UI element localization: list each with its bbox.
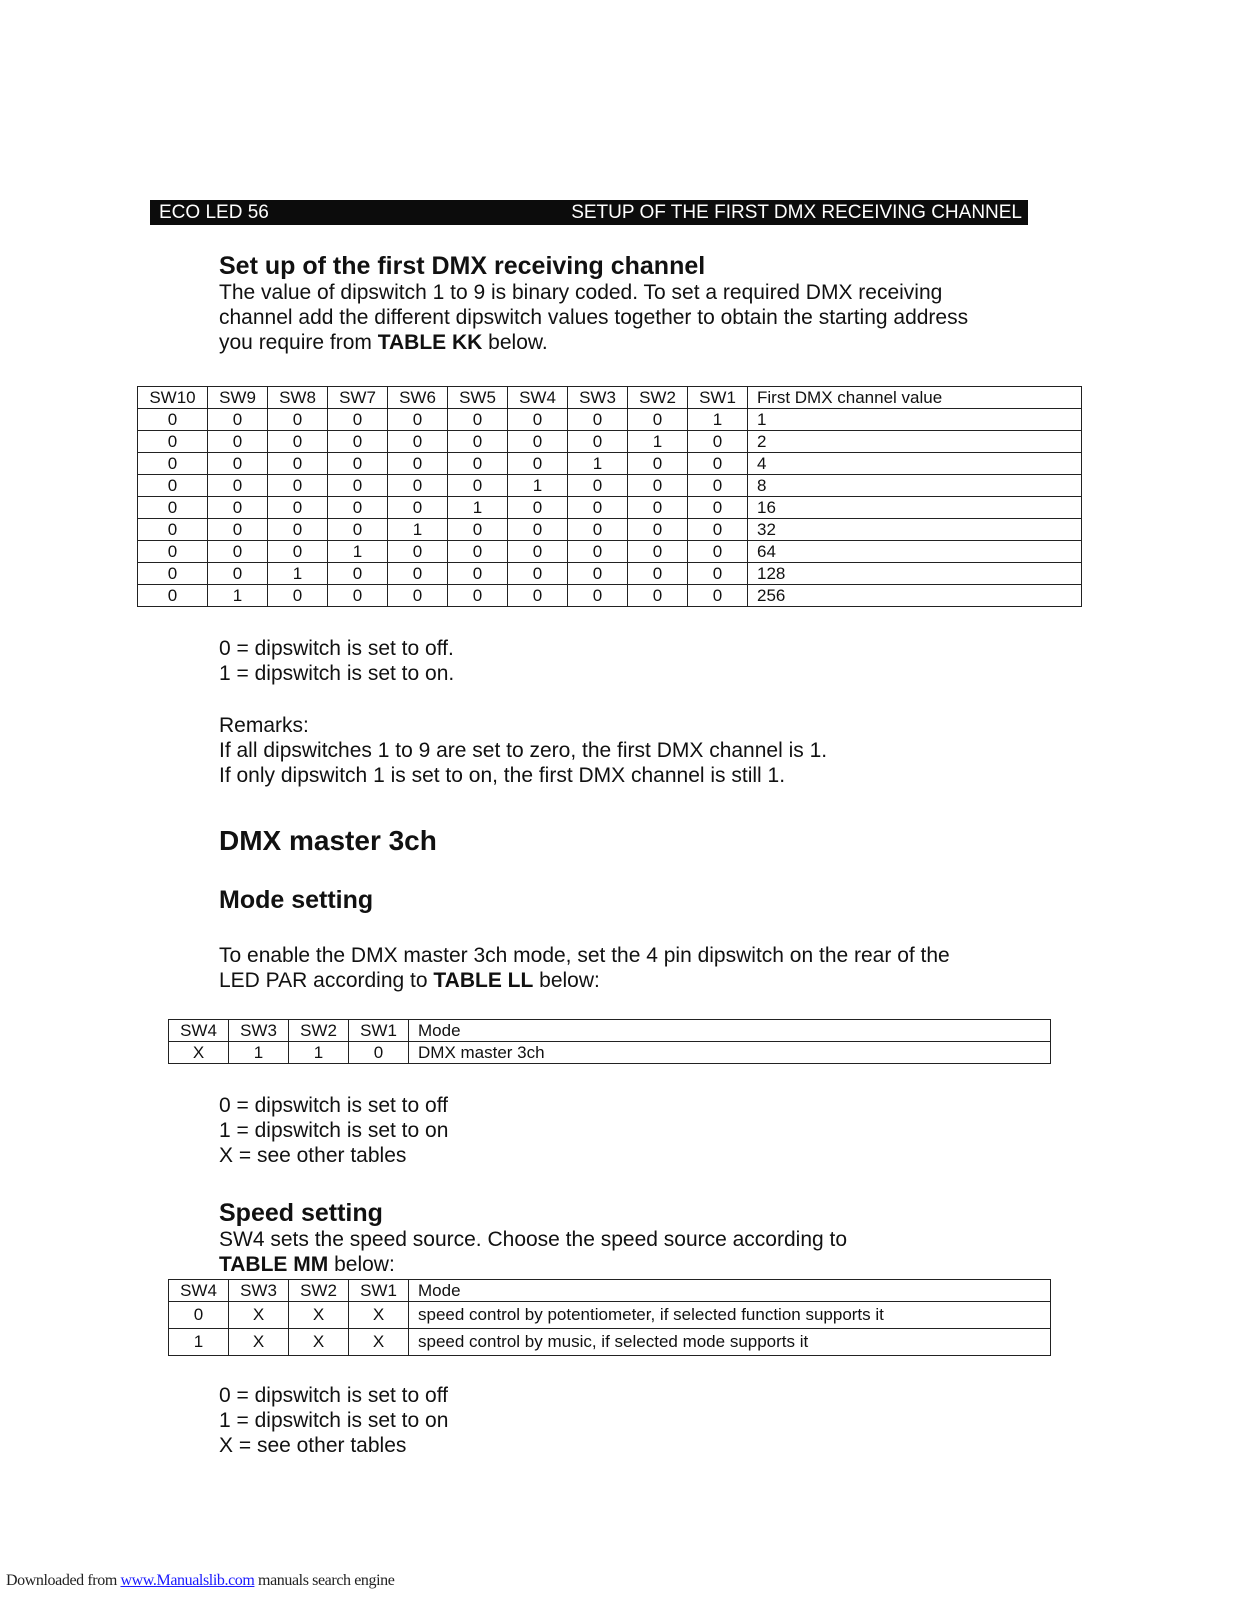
legend-off: 0 = dipswitch is set to off <box>219 1094 448 1117</box>
table-cell: 0 <box>508 409 568 431</box>
table-cell: 0 <box>508 497 568 519</box>
column-header: SW3 <box>568 387 628 409</box>
table-cell: 0 <box>508 585 568 607</box>
column-header: SW2 <box>289 1280 349 1302</box>
column-header: SW5 <box>448 387 508 409</box>
table-cell: 16 <box>748 497 1082 519</box>
table-cell: 0 <box>388 541 448 563</box>
column-header: SW1 <box>349 1020 409 1042</box>
table-cell: 0 <box>138 519 208 541</box>
table-cell: 1 <box>169 1329 229 1356</box>
table-cell: 0 <box>508 431 568 453</box>
table-cell: 1 <box>568 453 628 475</box>
table-cell: 1 <box>748 409 1082 431</box>
legend-off: 0 = dipswitch is set to off. <box>219 637 454 660</box>
table-mm-reference: TABLE MM <box>219 1253 329 1276</box>
table-cell: 0 <box>328 519 388 541</box>
column-header: SW2 <box>289 1020 349 1042</box>
table-row <box>138 409 1082 431</box>
table-kk <box>137 386 1082 607</box>
column-header: SW9 <box>208 387 268 409</box>
table-cell: 1 <box>448 497 508 519</box>
column-header: Mode <box>409 1280 1051 1302</box>
table-cell: speed control by potentiometer, if selected function supports it <box>409 1302 1051 1329</box>
table-row <box>138 475 1082 497</box>
table-cell: 0 <box>169 1302 229 1329</box>
subsection-title: Speed setting <box>219 1199 383 1227</box>
table-row <box>138 541 1082 563</box>
table-cell: 0 <box>268 409 328 431</box>
mode-text-line-2: LED PAR according to TABLE LL below: <box>219 969 600 992</box>
table-row <box>138 497 1082 519</box>
table-header-row <box>138 387 1082 409</box>
intro-line-1: The value of dipswitch 1 to 9 is binary coded. To set a required DMX receiving <box>219 281 943 304</box>
table-cell: 0 <box>328 453 388 475</box>
table-cell: 0 <box>208 409 268 431</box>
table-cell: 256 <box>748 585 1082 607</box>
table-cell: 0 <box>138 497 208 519</box>
table-cell: 0 <box>138 409 208 431</box>
table-cell: X <box>229 1302 289 1329</box>
table-cell: 0 <box>208 431 268 453</box>
table-cell: 0 <box>628 497 688 519</box>
table-cell: 0 <box>388 475 448 497</box>
column-header: SW3 <box>229 1280 289 1302</box>
table-header-row <box>169 1280 1051 1302</box>
manualslib-link[interactable]: www.Manualslib.com <box>120 1572 255 1589</box>
table-cell: 0 <box>328 563 388 585</box>
table-cell: X <box>289 1329 349 1356</box>
column-header: SW3 <box>229 1020 289 1042</box>
table-cell: 0 <box>138 563 208 585</box>
remarks-line-2: If only dipswitch 1 is set to on, the first DMX channel is still 1. <box>219 764 786 787</box>
legend-x: X = see other tables <box>219 1434 407 1457</box>
table-cell: 0 <box>688 497 748 519</box>
column-header: SW1 <box>688 387 748 409</box>
table-cell: 0 <box>208 453 268 475</box>
speed-text-line-2: TABLE MM below: <box>219 1253 395 1276</box>
table-kk-reference: TABLE KK <box>377 331 483 354</box>
legend-on: 1 = dipswitch is set to on <box>219 1409 449 1432</box>
table-cell: 0 <box>268 475 328 497</box>
table-cell: 64 <box>748 541 1082 563</box>
table-ll <box>168 1019 1051 1064</box>
table-row <box>138 431 1082 453</box>
legend-off: 0 = dipswitch is set to off <box>219 1384 448 1407</box>
table-cell: 0 <box>568 585 628 607</box>
table-cell: 0 <box>448 453 508 475</box>
table-cell: 0 <box>448 409 508 431</box>
table-cell: 0 <box>328 497 388 519</box>
intro-line-2: channel add the different dipswitch values together to obtain the starting address <box>219 306 969 329</box>
table-cell: 0 <box>388 453 448 475</box>
table-cell: 1 <box>508 475 568 497</box>
table-cell: 0 <box>208 541 268 563</box>
header-product-name: ECO LED 56 <box>159 201 269 223</box>
table-cell: 0 <box>268 519 328 541</box>
table-cell: 0 <box>328 409 388 431</box>
table-cell: 0 <box>268 497 328 519</box>
mode-setting-text <box>219 943 950 993</box>
remarks-title: Remarks: <box>219 714 309 737</box>
column-header: SW7 <box>328 387 388 409</box>
column-header: SW4 <box>169 1280 229 1302</box>
intro-line-3: you require from TABLE KK below. <box>219 331 548 354</box>
table-cell: 1 <box>688 409 748 431</box>
table-header-row <box>169 1020 1051 1042</box>
table-cell: 0 <box>208 563 268 585</box>
column-header: First DMX channel value <box>748 387 1082 409</box>
column-header: SW1 <box>349 1280 409 1302</box>
table-row <box>169 1302 1051 1329</box>
table-cell: 1 <box>289 1042 349 1064</box>
table-cell: 0 <box>268 453 328 475</box>
table-cell: 0 <box>688 453 748 475</box>
section-title: DMX master 3ch <box>219 825 437 856</box>
table-cell: 0 <box>688 563 748 585</box>
table-cell: 0 <box>568 519 628 541</box>
table-cell: 0 <box>508 563 568 585</box>
table-cell: 0 <box>628 409 688 431</box>
table-mm <box>168 1279 1051 1356</box>
speed-text-line-1: SW4 sets the speed source. Choose the speed source according to <box>219 1228 848 1251</box>
dipswitch-legend-2 <box>219 1093 448 1168</box>
table-cell: speed control by music, if selected mode supports it <box>409 1329 1051 1356</box>
table-cell: 0 <box>208 519 268 541</box>
table-cell: 0 <box>349 1042 409 1064</box>
table-cell: 0 <box>508 541 568 563</box>
column-header: SW10 <box>138 387 208 409</box>
table-cell: 0 <box>628 541 688 563</box>
column-header: SW4 <box>169 1020 229 1042</box>
download-footer: Downloaded from www.Manualslib.com manuals search engine <box>6 1572 395 1589</box>
table-row <box>138 563 1082 585</box>
table-cell: X <box>229 1329 289 1356</box>
table-row <box>169 1329 1051 1356</box>
table-cell: 0 <box>328 475 388 497</box>
section-title: Set up of the first DMX receiving channel <box>219 252 706 280</box>
table-row <box>138 519 1082 541</box>
table-cell: 4 <box>748 453 1082 475</box>
table-cell: X <box>289 1302 349 1329</box>
table-cell: 0 <box>268 431 328 453</box>
table-cell: 0 <box>568 497 628 519</box>
table-cell: 0 <box>688 519 748 541</box>
table-ll-reference: TABLE LL <box>433 969 534 992</box>
table-cell: X <box>349 1302 409 1329</box>
mode-setting-block <box>219 886 373 914</box>
table-cell: 0 <box>138 475 208 497</box>
table-cell: 0 <box>508 519 568 541</box>
table-cell: 0 <box>568 541 628 563</box>
table-cell: 128 <box>748 563 1082 585</box>
table-cell: 0 <box>688 475 748 497</box>
page-header-bar <box>150 200 1028 225</box>
dipswitch-legend-3 <box>219 1383 448 1458</box>
table-cell: 0 <box>388 497 448 519</box>
table-cell: 1 <box>268 563 328 585</box>
table-cell: 0 <box>568 563 628 585</box>
table-cell: 2 <box>748 431 1082 453</box>
table-cell: 0 <box>138 585 208 607</box>
table-cell: 0 <box>448 541 508 563</box>
table-cell: 0 <box>268 541 328 563</box>
table-cell: DMX master 3ch <box>409 1042 1051 1064</box>
table-cell: 0 <box>568 475 628 497</box>
table-cell: 0 <box>388 585 448 607</box>
section-dmx-master <box>219 825 437 857</box>
table-cell: 0 <box>388 409 448 431</box>
table-cell: 0 <box>208 475 268 497</box>
table-cell: 1 <box>229 1042 289 1064</box>
column-header: SW4 <box>508 387 568 409</box>
table-cell: 0 <box>138 431 208 453</box>
dipswitch-legend <box>219 636 454 686</box>
table-cell: 0 <box>688 431 748 453</box>
table-cell: 32 <box>748 519 1082 541</box>
table-cell: 8 <box>748 475 1082 497</box>
table-cell: 1 <box>628 431 688 453</box>
column-header: SW8 <box>268 387 328 409</box>
legend-on: 1 = dipswitch is set to on. <box>219 662 455 685</box>
table-cell: X <box>169 1042 229 1064</box>
table-cell: 0 <box>628 475 688 497</box>
table-cell: 0 <box>688 541 748 563</box>
mode-text-line-1: To enable the DMX master 3ch mode, set the 4 pin dipswitch on the rear of the <box>219 944 950 967</box>
table-cell: 0 <box>628 585 688 607</box>
table-cell: 1 <box>328 541 388 563</box>
speed-setting-block <box>219 1199 847 1277</box>
table-cell: 0 <box>448 475 508 497</box>
table-cell: 0 <box>628 519 688 541</box>
table-cell: 0 <box>448 585 508 607</box>
table-cell: 0 <box>568 431 628 453</box>
column-header: SW2 <box>628 387 688 409</box>
table-cell: 0 <box>208 497 268 519</box>
column-header: SW6 <box>388 387 448 409</box>
table-cell: 0 <box>688 585 748 607</box>
table-cell: 0 <box>328 431 388 453</box>
table-row <box>138 585 1082 607</box>
table-cell: 0 <box>328 585 388 607</box>
table-cell: X <box>349 1329 409 1356</box>
table-cell: 0 <box>628 453 688 475</box>
table-cell: 0 <box>448 519 508 541</box>
table-cell: 0 <box>268 585 328 607</box>
column-header: Mode <box>409 1020 1051 1042</box>
table-cell: 1 <box>208 585 268 607</box>
remarks-line-1: If all dipswitches 1 to 9 are set to zero, the first DMX channel is 1. <box>219 739 828 762</box>
legend-on: 1 = dipswitch is set to on <box>219 1119 449 1142</box>
table-cell: 0 <box>448 431 508 453</box>
table-row <box>138 453 1082 475</box>
table-row <box>169 1042 1051 1064</box>
table-cell: 1 <box>388 519 448 541</box>
subsection-title: Mode setting <box>219 886 374 914</box>
table-cell: 0 <box>508 453 568 475</box>
table-cell: 0 <box>138 541 208 563</box>
section-first-dmx-channel <box>219 252 968 355</box>
remarks-block <box>219 713 827 788</box>
table-cell: 0 <box>448 563 508 585</box>
header-section-title: SETUP OF THE FIRST DMX RECEIVING CHANNEL <box>571 201 1022 223</box>
table-cell: 0 <box>138 453 208 475</box>
table-cell: 0 <box>628 563 688 585</box>
table-cell: 0 <box>568 409 628 431</box>
table-cell: 0 <box>388 431 448 453</box>
legend-x: X = see other tables <box>219 1144 407 1167</box>
table-cell: 0 <box>388 563 448 585</box>
